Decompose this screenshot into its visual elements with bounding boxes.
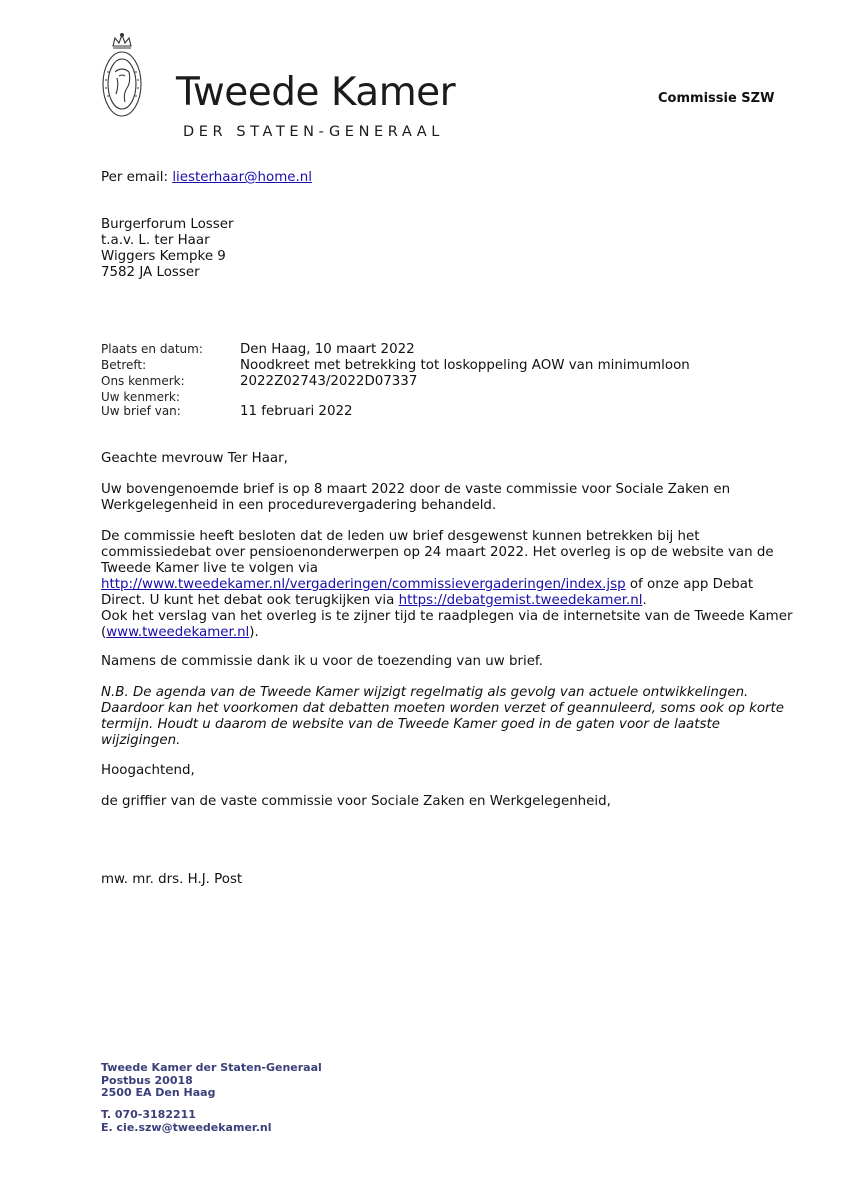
- paragraph-text: .: [642, 593, 647, 608]
- meta-block: [101, 341, 690, 419]
- tweedekamer-link[interactable]: www.tweedekamer.nl: [106, 625, 250, 640]
- signer-role: de griffier van de vaste commissie voor Sociale Zaken en Werkgelegenheid,: [101, 794, 611, 809]
- paragraph-line: wijzigingen.: [101, 733, 181, 748]
- email-label: Per email:: [101, 170, 169, 185]
- footer-phone: T. 070-3182211: [101, 1108, 196, 1121]
- vergaderingen-link[interactable]: http://www.tweedekamer.nl/vergaderingen/commissievergaderingen/index.jsp: [101, 577, 626, 592]
- paragraph-line: [101, 577, 781, 593]
- paragraph-line: Uw bovengenoemde brief is op 8 maart 2022 door de vaste commissie voor Sociale Zaken en: [101, 482, 731, 497]
- footer-address: [101, 1062, 322, 1100]
- paragraph-line: [101, 593, 781, 609]
- paragraph-text: Direct. U kunt het debat ook terugkijken via: [101, 593, 399, 608]
- thanks-paragraph: Namens de commissie dank ik u voor de toezending van uw brief.: [101, 654, 543, 669]
- paragraph-line: commissiedebat over pensioenonderwerpen op 24 maart 2022. Het overleg is op de website van de: [101, 545, 774, 560]
- logo-subtitle: DER STATEN-GENERAAL: [183, 124, 444, 140]
- meta-label: Ons kenmerk:: [101, 374, 185, 388]
- meta-label: Uw brief van:: [101, 404, 181, 418]
- paragraph-text: of onze app Debat: [625, 577, 754, 592]
- footer-contact: [101, 1109, 272, 1134]
- meta-label: Plaats en datum:: [101, 342, 203, 356]
- meta-label: Betreft:: [101, 358, 147, 372]
- crest-icon: [101, 32, 143, 120]
- recipient-line: Burgerforum Losser: [101, 217, 234, 232]
- paragraph-1: [101, 482, 781, 514]
- paragraph-line: Daardoor kan het voorkomen dat debatten moeten worden verzet of geannuleerd, soms ook op korte: [101, 701, 785, 716]
- salutation: Geachte mevrouw Ter Haar,: [101, 451, 288, 466]
- meta-value: Noodkreet met betrekking tot loskoppeling AOW van minimumloon: [240, 358, 690, 373]
- paragraph-line: Tweede Kamer live te volgen via: [101, 561, 318, 576]
- recipient-line: t.a.v. L. ter Haar: [101, 233, 210, 248]
- meta-row: [101, 357, 690, 373]
- meta-value: 11 februari 2022: [240, 404, 353, 419]
- recipient-address: [101, 217, 234, 281]
- meta-value: Den Haag, 10 maart 2022: [240, 342, 415, 357]
- paragraph-text: ).: [249, 625, 259, 640]
- closing: Hoogachtend,: [101, 763, 195, 778]
- meta-row: [101, 373, 690, 389]
- paragraph-line: Ook het verslag van het overleg is te zijner tijd te raadplegen via de internetsite van de Tweede Kamer: [101, 609, 793, 624]
- debatgemist-link[interactable]: https://debatgemist.tweedekamer.nl: [398, 593, 643, 608]
- meta-row: [101, 403, 690, 419]
- logo-title: Tweede Kamer: [176, 70, 456, 115]
- footer-email: E. cie.szw@tweedekamer.nl: [101, 1120, 272, 1134]
- paragraph-line: N.B. De agenda van de Tweede Kamer wijzigt regelmatig als gevolg van actuele ontwikkelingen.: [101, 685, 749, 700]
- recipient-line: Wiggers Kempke 9: [101, 249, 226, 264]
- paragraph-text: (: [101, 625, 107, 640]
- meta-row: [101, 389, 690, 403]
- paragraph-line: Werkgelegenheid in een procedurevergadering behandeld.: [101, 498, 497, 513]
- email-link[interactable]: liesterhaar@home.nl: [172, 170, 312, 185]
- paragraph-line: De commissie heeft besloten dat de leden uw brief desgewenst kunnen betrekken bij het: [101, 529, 700, 544]
- email-line: [101, 170, 312, 186]
- nb-paragraph: [101, 685, 785, 749]
- recipient-line: 7582 JA Losser: [101, 265, 200, 280]
- meta-row: [101, 341, 690, 357]
- committee-name: Commissie SZW: [658, 91, 775, 106]
- paragraph-line: termijn. Houdt u daarom de website van de Tweede Kamer goed in de gaten voor de laatste: [101, 717, 720, 732]
- paragraph-line: [101, 625, 781, 641]
- meta-label: Uw kenmerk:: [101, 390, 180, 404]
- meta-value: 2022Z02743/2022D07337: [240, 374, 418, 389]
- signer-name: mw. mr. drs. H.J. Post: [101, 872, 243, 887]
- footer-org: Tweede Kamer der Staten-Generaal: [101, 1061, 322, 1074]
- paragraph-2: [101, 529, 793, 641]
- footer-postbus: Postbus 20018: [101, 1073, 193, 1087]
- footer-city: 2500 EA Den Haag: [101, 1086, 216, 1099]
